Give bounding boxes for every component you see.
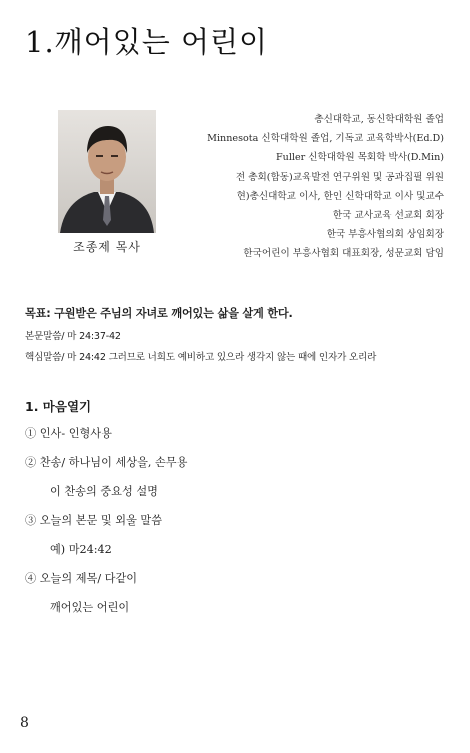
author-bio-line: Fuller 신학대학원 목회학 박사(D.Min) <box>275 152 444 164</box>
section-items <box>25 427 445 630</box>
section-item: 깨어있는 어린이 <box>50 601 130 614</box>
section-item: ① 인사- 인형사용 <box>25 427 112 440</box>
section-item: 예) 마24:42 <box>50 543 112 556</box>
key-verse: 핵심말씀/ 마 24:42 그러므로 너희도 예비하고 있으라 생각지 않는 때에 인자가 오리라 <box>25 352 377 363</box>
author-photo <box>58 110 156 233</box>
author-bio-line: Minnesota 신학대학원 졸업, 기독교 교육학박사(Ed.D) <box>207 133 444 145</box>
author-bio-line: 현)총신대학교 이사, 한인 신학대학교 이사 및교수 <box>236 190 444 202</box>
lesson-goal: 목표: 구원받은 주님의 자녀로 깨어있는 삶을 살게 한다. <box>25 307 293 320</box>
lesson-goal-block <box>25 302 450 368</box>
author-bio-list <box>154 110 444 264</box>
section-item: ④ 오늘의 제목/ 다같이 <box>25 572 138 585</box>
scripture-text: 본문말씀/ 마 24:37-42 <box>25 331 121 342</box>
page-number: 8 <box>20 715 29 731</box>
chapter-title: 1.깨어있는 어린이 <box>25 25 268 59</box>
author-bio-line: 한국어린이 부흥사협회 대표회장, 성문교회 담임 <box>243 248 444 260</box>
section-heading: 1. 마음열기 <box>25 399 92 414</box>
author-bio-line: 전 총회(합동)교육발전 연구위원 및 공과집필 위원 <box>235 171 444 183</box>
author-portrait-image <box>58 110 156 233</box>
section-item: 이 찬송의 중요성 설명 <box>50 485 158 498</box>
author-bio-line: 한국 부흥사협의회 상임회장 <box>326 229 444 241</box>
author-bio-line: 총신대학교, 동신학대학원 졸업 <box>314 114 444 125</box>
section-item: ② 찬송/ 하나님이 세상을, 손무용 <box>25 456 188 469</box>
author-caption: 조종제 목사 <box>73 240 141 254</box>
section-item: ③ 오늘의 본문 및 외울 말씀 <box>25 514 163 527</box>
author-bio-line: 한국 교사교육 선교회 회장 <box>332 210 444 222</box>
